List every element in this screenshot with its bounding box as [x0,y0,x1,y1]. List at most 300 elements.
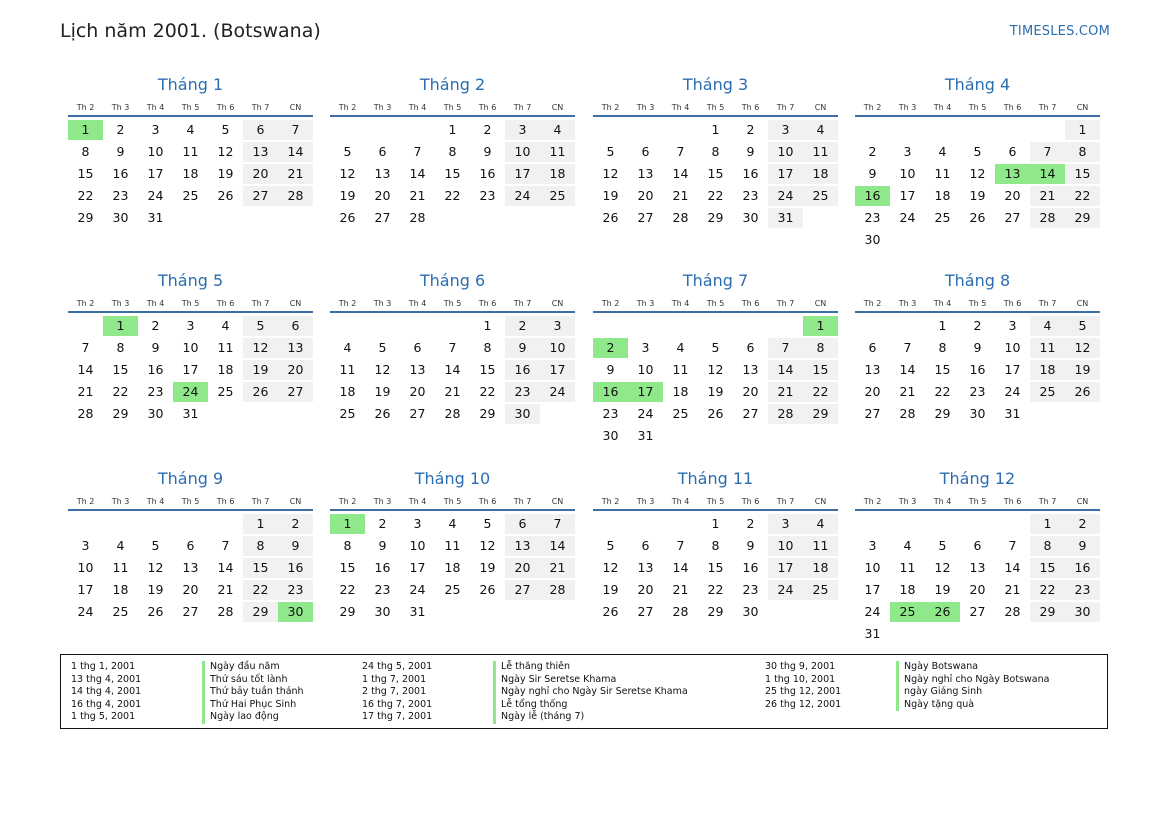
day-cell: 6 [868,340,877,355]
day-cell: 15 [243,558,278,578]
weekday-label: Th 2 [76,103,95,112]
day-grid [855,120,1100,252]
day-cell: 13 [969,560,986,575]
legend-date: 30 thg 9, 2001 [765,661,836,672]
day-cell: 3 [768,514,803,534]
month-title: Tháng 10 [414,469,491,488]
day-cell: 7 [1030,142,1065,162]
day-cell: 15 [707,560,724,575]
weekday-label: Th 3 [898,103,917,112]
day-cell: 12 [707,362,724,377]
month-block [330,75,575,230]
day-cell: 25 [803,580,838,600]
weekday-label: Th 6 [478,299,497,308]
weekday-label: Th 6 [741,103,760,112]
day-cell: 3 [413,516,422,531]
day-grid [593,120,838,230]
empty-cell [138,514,173,534]
day-cell: 30 [374,604,391,619]
day-cell: 31 [1004,406,1021,421]
weekday-label: Th 5 [706,497,725,506]
weekday-label: Th 6 [478,497,497,506]
day-cell: 14 [278,142,313,162]
month-block [330,271,575,426]
holiday-day-cell: 26 [925,602,960,622]
day-cell: 31 [147,210,164,225]
day-cell: 28 [1030,208,1065,228]
day-cell: 20 [637,188,654,203]
day-cell: 6 [413,340,422,355]
day-cell: 20 [864,384,881,399]
day-cell: 19 [1065,360,1100,380]
legend-row [352,674,688,687]
empty-cell [855,514,890,534]
day-cell: 16 [374,560,391,575]
day-cell: 10 [899,166,916,181]
day-cell: 5 [1065,316,1100,336]
day-cell: 18 [803,164,838,184]
day-cell: 28 [899,406,916,421]
day-cell: 29 [339,604,356,619]
month-title: Tháng 5 [157,271,224,290]
day-cell: 6 [641,144,650,159]
day-cell: 12 [479,538,496,553]
day-cell: 23 [112,188,129,203]
day-cell: 14 [1004,560,1021,575]
day-cell: 20 [637,582,654,597]
day-cell: 28 [217,604,234,619]
day-cell: 21 [278,164,313,184]
legend-column [352,661,688,724]
day-cell: 21 [672,188,689,203]
day-cell: 4 [448,516,457,531]
legend-row [61,699,304,712]
empty-cell [855,316,890,336]
weekday-label: Th 3 [111,103,130,112]
month-title: Tháng 3 [682,75,749,94]
empty-cell [330,120,365,140]
weekday-label: Th 4 [671,299,690,308]
legend-holiday-name: Thứ sáu tốt lành [202,674,287,687]
empty-cell [330,316,365,336]
day-cell: 27 [864,406,881,421]
day-cell: 6 [278,316,313,336]
day-cell: 15 [444,166,461,181]
day-cell: 17 [1004,362,1021,377]
day-cell: 2 [973,318,982,333]
day-cell: 23 [479,188,496,203]
day-cell: 4 [803,120,838,140]
weekday-label: Th 4 [933,497,952,506]
weekday-label: Th 2 [338,497,357,506]
month-block [593,271,838,448]
month-title: Tháng 2 [419,75,486,94]
day-cell: 5 [151,538,160,553]
day-cell: 24 [409,582,426,597]
day-cell: 26 [147,604,164,619]
day-cell: 25 [339,406,356,421]
day-cell: 24 [768,580,803,600]
day-cell: 18 [803,558,838,578]
day-cell: 10 [147,144,164,159]
day-cell: 17 [864,582,881,597]
month-divider [855,311,1100,313]
day-cell: 10 [864,560,881,575]
weekday-label: CN [814,103,827,112]
day-cell: 29 [803,404,838,424]
weekday-label: Th 3 [111,497,130,506]
day-cell: 27 [1004,210,1021,225]
empty-cell [1030,120,1065,140]
day-cell: 22 [77,188,94,203]
day-cell: 30 [1065,602,1100,622]
weekday-header [68,495,313,508]
legend-row [61,686,304,699]
day-cell: 22 [707,582,724,597]
day-cell: 1 [483,318,492,333]
empty-cell [593,316,628,336]
weekday-label: Th 4 [933,103,952,112]
day-grid [68,120,313,230]
day-cell: 2 [505,316,540,336]
day-cell: 27 [182,604,199,619]
holiday-day-cell: 30 [278,602,313,622]
weekday-header [68,101,313,114]
legend-date: 16 thg 4, 2001 [71,698,142,710]
day-cell: 26 [602,604,619,619]
day-cell: 24 [505,186,540,206]
weekday-header [68,297,313,310]
day-cell: 23 [742,582,759,597]
legend-holiday-name: Ngày nghỉ cho Ngày Sir Seretse Khama [493,686,688,699]
day-cell: 12 [1065,338,1100,358]
day-cell: 29 [112,406,129,421]
empty-cell [435,316,470,336]
month-title: Tháng 6 [419,271,486,290]
day-cell: 24 [768,186,803,206]
empty-cell [400,120,435,140]
weekday-label: CN [1076,103,1089,112]
empty-cell [995,120,1030,140]
day-cell: 17 [409,560,426,575]
day-cell: 3 [540,316,575,336]
weekday-label: Th 6 [478,103,497,112]
day-cell: 28 [672,210,689,225]
day-cell: 18 [899,582,916,597]
day-cell: 10 [77,560,94,575]
day-cell: 25 [934,210,951,225]
day-cell: 20 [505,558,540,578]
legend-holiday-name: Ngày nghỉ cho Ngày Botswana [896,674,1049,687]
legend-holiday-name: Ngày đầu năm [202,661,280,674]
day-cell: 11 [803,536,838,556]
day-cell: 29 [934,406,951,421]
day-grid [68,316,313,426]
day-cell: 27 [505,580,540,600]
day-cell: 8 [343,538,352,553]
weekday-header [855,297,1100,310]
month-block [855,271,1100,426]
day-cell: 2 [746,122,755,137]
day-cell: 16 [742,166,759,181]
legend-row [61,661,304,674]
day-cell: 15 [803,360,838,380]
weekday-label: Th 6 [1003,497,1022,506]
holiday-day-cell: 17 [628,382,663,402]
day-cell: 20 [742,384,759,399]
day-cell: 15 [934,362,951,377]
day-cell: 10 [637,362,654,377]
day-cell: 14 [217,560,234,575]
day-cell: 16 [1065,558,1100,578]
weekday-label: Th 4 [408,103,427,112]
day-cell: 4 [676,340,685,355]
empty-cell [855,120,890,140]
day-cell: 7 [768,338,803,358]
day-cell: 24 [864,604,881,619]
day-cell: 19 [243,360,278,380]
empty-cell [663,514,698,534]
day-cell: 11 [672,362,689,377]
weekday-label: Th 4 [146,299,165,308]
day-cell: 22 [243,580,278,600]
day-cell: 9 [973,340,982,355]
day-cell: 4 [540,120,575,140]
brand-link[interactable]: TIMESLES.COM [1009,24,1110,39]
day-cell: 8 [243,536,278,556]
day-cell: 29 [243,602,278,622]
day-cell: 9 [483,144,492,159]
weekday-label: Th 2 [863,299,882,308]
day-cell: 6 [973,538,982,553]
day-cell: 22 [444,188,461,203]
day-cell: 22 [707,188,724,203]
empty-cell [103,514,138,534]
empty-cell [173,514,208,534]
weekday-label: Th 5 [968,299,987,308]
weekday-label: CN [289,497,302,506]
empty-cell [925,514,960,534]
day-cell: 28 [409,210,426,225]
day-cell: 23 [374,582,391,597]
holiday-day-cell: 24 [173,382,208,402]
day-cell: 1 [1065,120,1100,140]
day-cell: 28 [444,406,461,421]
month-title: Tháng 8 [944,271,1011,290]
legend-holiday-name: Ngày lễ (tháng 7) [493,711,584,724]
empty-cell [593,514,628,534]
day-cell: 20 [182,582,199,597]
day-cell: 6 [641,538,650,553]
day-cell: 12 [243,338,278,358]
day-cell: 11 [339,362,356,377]
day-cell: 29 [77,210,94,225]
day-cell: 31 [182,406,199,421]
month-divider [593,509,838,511]
day-cell: 18 [444,560,461,575]
legend-date: 25 thg 12, 2001 [765,686,842,697]
day-cell: 13 [505,536,540,556]
weekday-label: Th 5 [706,103,725,112]
day-cell: 12 [602,560,619,575]
holiday-day-cell: 25 [890,602,925,622]
day-cell: 14 [77,362,94,377]
weekday-label: CN [551,299,564,308]
day-cell: 26 [707,406,724,421]
day-cell: 18 [339,384,356,399]
day-grid [330,514,575,624]
month-divider [593,311,838,313]
day-cell: 18 [934,188,951,203]
holiday-day-cell: 16 [855,186,890,206]
weekday-label: Th 4 [408,497,427,506]
day-cell: 1 [1030,514,1065,534]
month-divider [593,115,838,117]
empty-cell [365,120,400,140]
day-cell: 17 [77,582,94,597]
day-cell: 28 [1004,604,1021,619]
day-cell: 13 [278,338,313,358]
month-divider [68,115,313,117]
day-cell: 19 [602,188,619,203]
month-divider [855,115,1100,117]
day-cell: 13 [409,362,426,377]
weekday-label: CN [289,103,302,112]
day-cell: 16 [479,166,496,181]
day-cell: 6 [243,120,278,140]
legend-holiday-name: Thứ bảy tuần thánh [202,686,304,699]
weekday-label: Th 3 [373,103,392,112]
day-cell: 26 [243,382,278,402]
day-cell: 29 [479,406,496,421]
weekday-header [330,101,575,114]
legend-row [352,661,688,674]
weekday-label: Th 6 [216,497,235,506]
day-cell: 5 [243,316,278,336]
day-cell: 15 [112,362,129,377]
day-cell: 9 [505,338,540,358]
day-cell: 1 [711,122,720,137]
month-title: Tháng 7 [682,271,749,290]
legend-date: 1 thg 1, 2001 [71,661,136,672]
empty-cell [663,120,698,140]
legend-date: 13 thg 4, 2001 [71,673,142,685]
day-cell: 15 [1030,558,1065,578]
day-cell: 24 [540,382,575,402]
weekday-header [330,495,575,508]
weekday-label: Th 3 [373,299,392,308]
day-cell: 22 [479,384,496,399]
month-block [855,75,1100,252]
day-cell: 19 [969,188,986,203]
day-cell: 7 [676,144,685,159]
day-cell: 2 [278,514,313,534]
day-cell: 9 [116,144,125,159]
day-cell: 21 [899,384,916,399]
day-cell: 31 [768,208,803,228]
day-cell: 21 [1030,186,1065,206]
weekday-label: Th 7 [251,299,270,308]
day-cell: 7 [1008,538,1017,553]
weekday-label: Th 5 [443,299,462,308]
day-cell: 12 [217,144,234,159]
month-divider [330,115,575,117]
day-cell: 13 [243,142,278,162]
day-cell: 10 [505,142,540,162]
day-cell: 11 [803,142,838,162]
day-cell: 5 [938,538,947,553]
weekday-label: Th 4 [146,497,165,506]
weekday-label: Th 7 [513,497,532,506]
day-cell: 26 [969,210,986,225]
day-cell: 11 [444,538,461,553]
holiday-day-cell: 16 [593,382,628,402]
day-cell: 27 [637,210,654,225]
weekday-header [593,495,838,508]
weekday-label: Th 6 [741,497,760,506]
day-cell: 8 [711,144,720,159]
weekday-header [855,101,1100,114]
day-cell: 7 [903,340,912,355]
month-title: Tháng 11 [677,469,754,488]
day-cell: 15 [77,166,94,181]
month-block [593,75,838,230]
day-cell: 19 [217,166,234,181]
day-cell: 18 [112,582,129,597]
weekday-label: Th 5 [706,299,725,308]
day-cell: 2 [483,122,492,137]
weekday-label: Th 7 [513,103,532,112]
legend-column [61,661,304,724]
day-grid [68,514,313,624]
day-cell: 10 [1004,340,1021,355]
day-cell: 1 [448,122,457,137]
weekday-label: Th 5 [443,103,462,112]
month-block [330,469,575,624]
day-cell: 26 [479,582,496,597]
month-title: Tháng 9 [157,469,224,488]
weekday-label: Th 7 [776,103,795,112]
empty-cell [628,316,663,336]
day-grid [855,514,1100,646]
day-cell: 4 [186,122,195,137]
legend-row [755,661,1049,674]
weekday-label: Th 2 [601,497,620,506]
weekday-label: Th 7 [251,103,270,112]
day-cell: 18 [672,384,689,399]
day-cell: 2 [116,122,125,137]
legend-holiday-name: Ngày Sir Seretse Khama [493,674,616,687]
day-cell: 17 [768,558,803,578]
weekday-header [855,495,1100,508]
empty-cell [593,120,628,140]
weekday-label: Th 5 [181,497,200,506]
day-cell: 8 [938,340,947,355]
day-cell: 8 [1030,536,1065,556]
day-cell: 14 [540,536,575,556]
month-block [68,271,313,426]
legend-holiday-name: Thứ Hai Phục Sinh [202,699,296,712]
weekday-label: Th 7 [776,299,795,308]
day-cell: 19 [374,384,391,399]
day-cell: 12 [602,166,619,181]
day-cell: 10 [768,142,803,162]
day-cell: 23 [278,580,313,600]
weekday-label: Th 3 [636,103,655,112]
day-cell: 19 [602,582,619,597]
day-cell: 8 [448,144,457,159]
day-cell: 27 [278,382,313,402]
